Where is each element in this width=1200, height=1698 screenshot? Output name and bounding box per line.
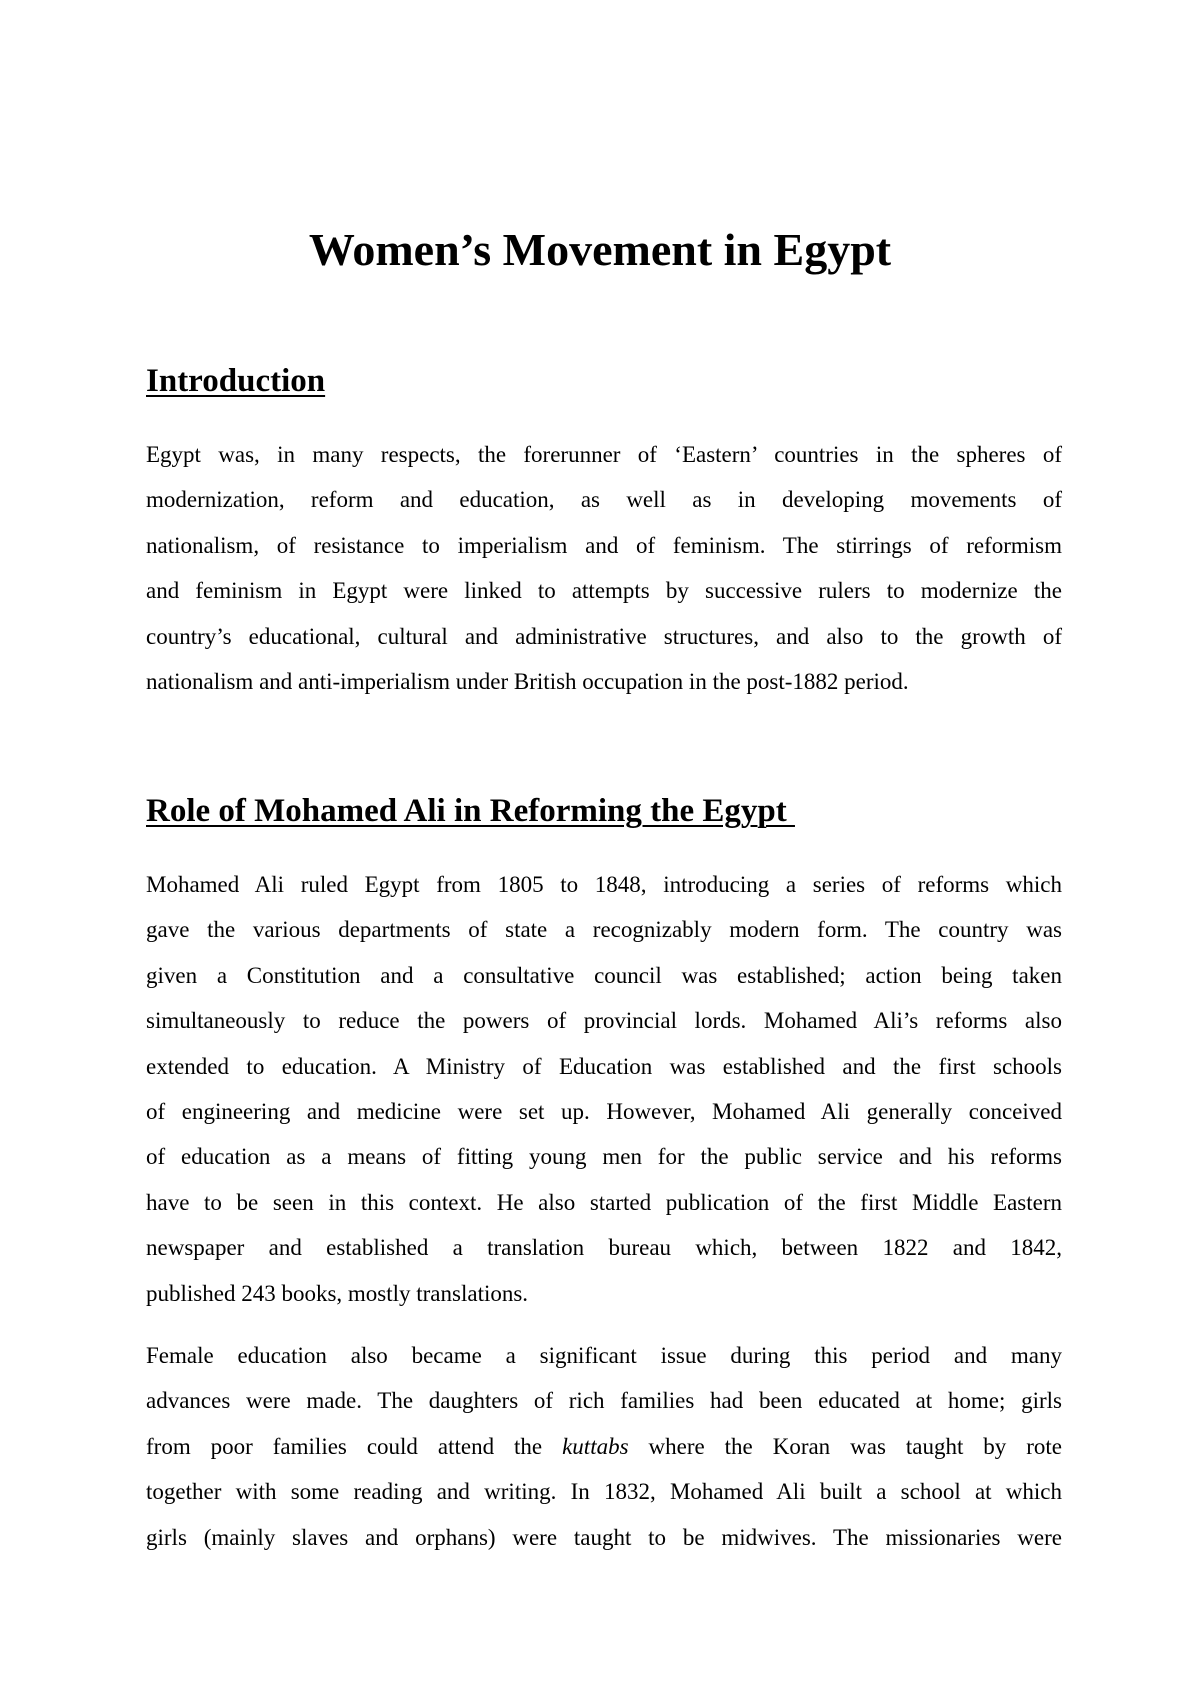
text-line: modernization, reform and education, as well as in developing movements of [146, 487, 1062, 513]
paragraph-introduction [146, 432, 1062, 704]
text-line: nationalism, of resistance to imperialism and of feminism. The stirrings of reformism [146, 532, 1062, 558]
text-line: Egypt was, in many respects, the forerunner of ‘Eastern’ countries in the spheres of [146, 442, 1062, 467]
text-line: and feminism in Egypt were linked to attempts by successive rulers to modernize the [146, 578, 1062, 604]
text-segment: from poor families could attend the [146, 1433, 543, 1459]
text-line: Female education also became a significant issue during this period and many [146, 1343, 1062, 1368]
text-line: girls (mainly slaves and orphans) were taught to be midwives. The missionaries were [146, 1524, 1062, 1550]
text-line: simultaneously to reduce the powers of provincial lords. Mohamed Ali’s reforms also [146, 1008, 1062, 1034]
section-heading-mohamed-ali: Role of Mohamed Ali in Reforming the Egypt [146, 793, 795, 829]
text-line: gave the various departments of state a recognizably modern form. The country was [146, 917, 1062, 943]
document-title: Women’s Movement in Egypt [308, 224, 892, 275]
text-line: together with some reading and writing. In 1832, Mohamed Ali built a school at which [146, 1479, 1062, 1505]
section-heading-introduction: Introduction [146, 363, 326, 399]
paragraph-female-education [146, 1333, 1062, 1560]
text-line: given a Constitution and a consultative council was established; action being taken [146, 962, 1062, 988]
text-line-with-italic [146, 1424, 1062, 1469]
italic-term-kuttabs: kuttabs [562, 1433, 629, 1459]
text-line: of engineering and medicine were set up. However, Mohamed Ali generally conceived [146, 1099, 1062, 1125]
text-line: extended to education. A Ministry of Education was established and the first schools [146, 1053, 1062, 1079]
paragraph-mohamed-ali-reforms [146, 862, 1062, 1316]
text-segment: where the Koran was taught by rote [648, 1433, 1063, 1459]
text-line: advances were made. The daughters of rich families had been educated at home; girls [146, 1388, 1062, 1414]
text-line: of education as a means of fitting young men for the public service and his reforms [146, 1144, 1062, 1170]
text-line: country’s educational, cultural and administrative structures, and also to the growth of [146, 623, 1062, 649]
text-line: Mohamed Ali ruled Egypt from 1805 to 1848, introducing a series of reforms which [146, 872, 1062, 897]
text-line: have to be seen in this context. He also started publication of the first Middle Eastern [146, 1189, 1062, 1215]
text-line: newspaper and established a translation bureau which, between 1822 and 1842, [146, 1235, 1062, 1261]
text-line: published 243 books, mostly translations. [146, 1280, 529, 1306]
text-line: nationalism and anti-imperialism under British occupation in the post-1882 period. [146, 669, 909, 695]
